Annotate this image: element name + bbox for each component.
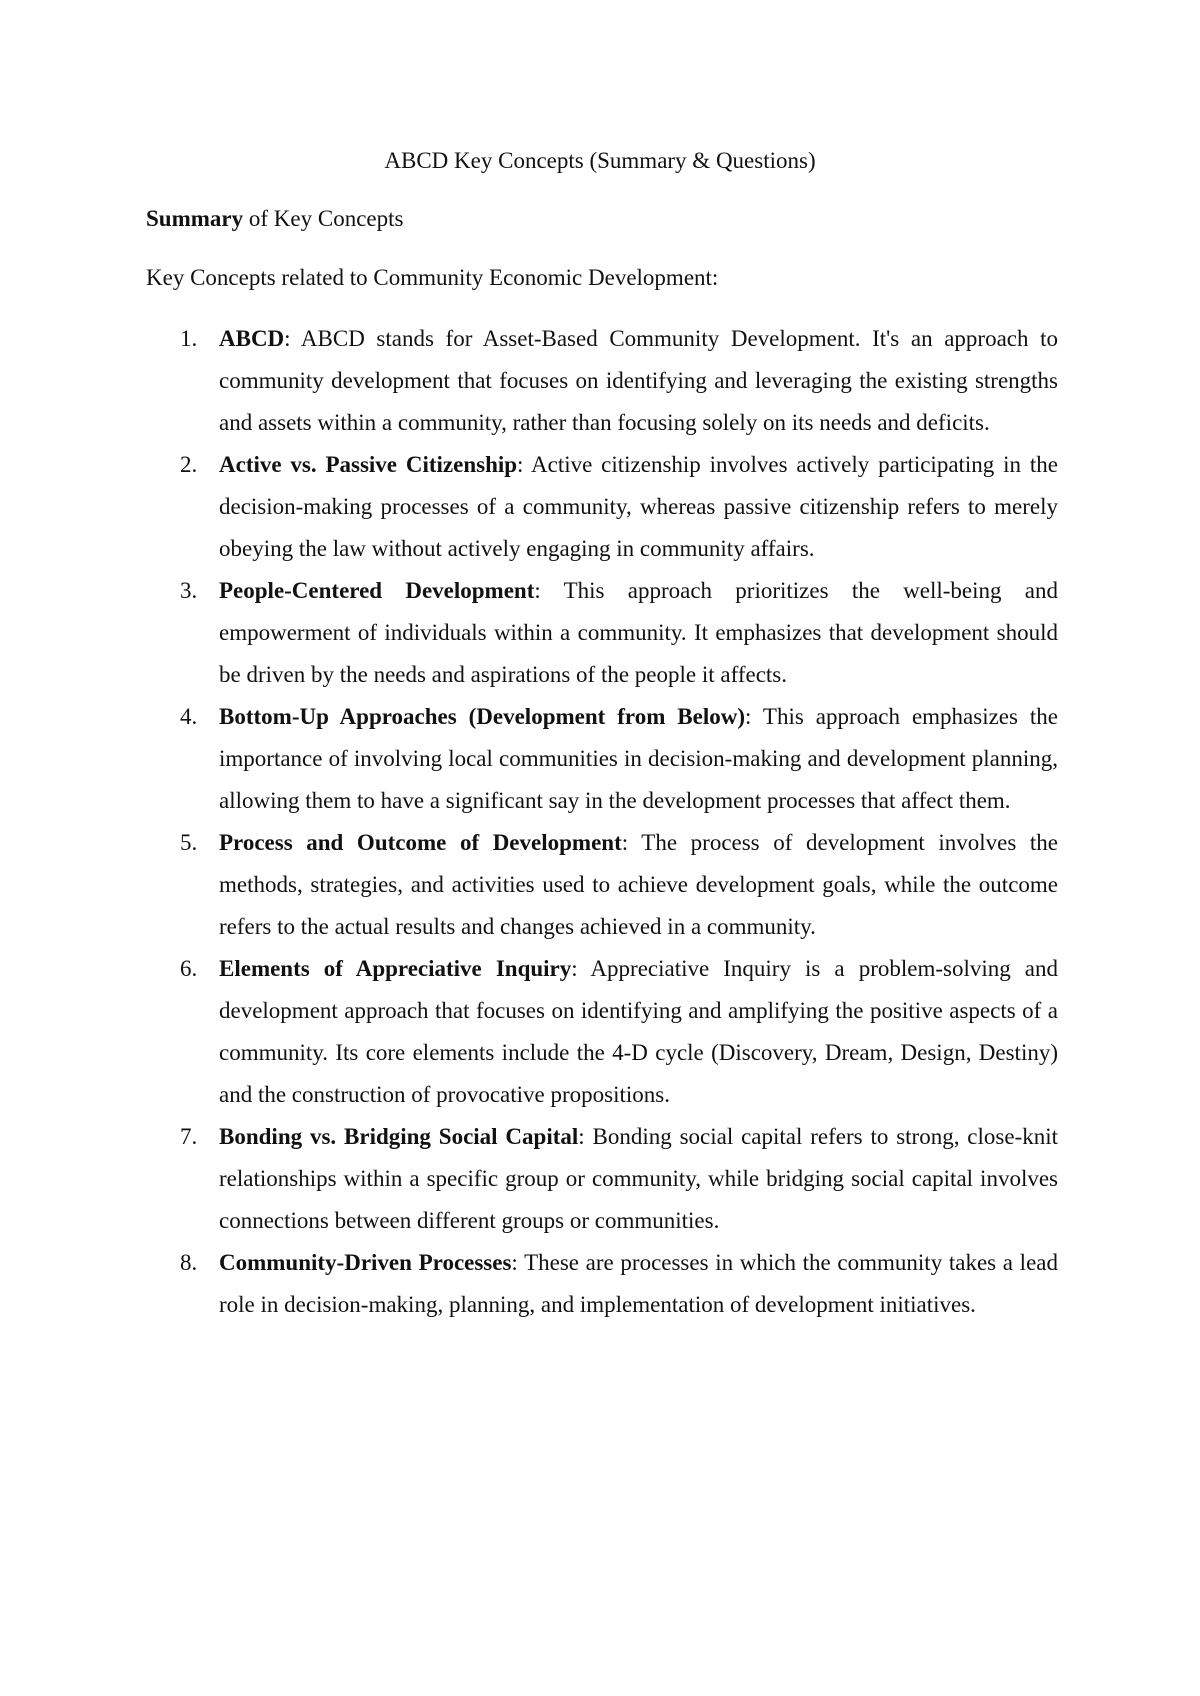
concept-text: : This approach prioritizes the well-being and empowerment of individuals within a community. It emphasizes that development should be driven by the needs and aspirations of the people it affects.	[219, 578, 1059, 687]
concept-term: Elements of Appreciative Inquiry	[219, 956, 572, 981]
concept-term: People-Centered Development	[219, 578, 535, 603]
document-title: ABCD Key Concepts (Summary & Questions)	[384, 148, 816, 173]
concept-term: Community-Driven Processes	[219, 1250, 512, 1275]
concept-text: : ABCD stands for Asset-Based Community Development. It's an approach to community development that focuses on identifying and leveraging the existing strengths and assets within a community, rather than focusing solely on its needs and deficits.	[219, 326, 1058, 435]
concept-term: Active vs. Passive Citizenship	[219, 452, 518, 477]
intro-text: Key Concepts related to Community Economic Development:	[146, 265, 719, 290]
section-heading	[146, 204, 403, 234]
concept-term: Bottom-Up Approaches (Development from Below)	[219, 704, 745, 729]
concept-text: : This approach emphasizes the importance of involving local communities in decision-making and development planning, allowing them to have a significant say in the development processes that affect them.	[219, 704, 1058, 813]
concept-text: : Bonding social capital refers to strong, close-knit relationships within a specific group or community, while bridging social capital involves connections between different groups or communities.	[219, 1124, 1058, 1233]
concept-item	[146, 1242, 1058, 1326]
concept-item	[146, 822, 1058, 948]
concept-list	[146, 318, 1058, 1326]
concept-term: Process and Outcome of Development	[219, 830, 622, 855]
concept-text: : These are processes in which the community takes a lead role in decision-making, planning, and implementation of development initiatives.	[219, 1250, 1058, 1317]
concept-number: 4.	[180, 704, 198, 729]
concept-number: 6.	[180, 956, 198, 981]
concept-item	[146, 1116, 1058, 1242]
concept-text: : Appreciative Inquiry is a problem-solving and development approach that focuses on identifying and amplifying the positive aspects of a community. Its core elements include the 4-D cycle (Discovery, Dream, Design, Destiny) and the construction of provocative propositions.	[219, 956, 1058, 1107]
concept-item	[146, 318, 1058, 444]
concept-item	[146, 696, 1058, 822]
concept-number: 1.	[180, 326, 198, 351]
concept-item	[146, 570, 1058, 696]
concept-number: 5.	[180, 830, 198, 855]
concept-text: : Active citizenship involves actively participating in the decision-making processes of a community, whereas passive citizenship refers to merely obeying the law without actively engaging in community affairs.	[219, 452, 1058, 561]
section-heading-bold: Summary	[146, 206, 244, 231]
concept-item	[146, 948, 1058, 1116]
concept-number: 3.	[180, 578, 198, 603]
concept-term: Bonding vs. Bridging Social Capital	[219, 1124, 579, 1149]
concept-term: ABCD	[219, 326, 285, 351]
concept-item	[146, 444, 1058, 570]
concept-number: 7.	[180, 1124, 198, 1149]
section-heading-rest: of Key Concepts	[243, 206, 404, 231]
concept-number: 2.	[180, 452, 198, 477]
concept-number: 8.	[180, 1250, 198, 1275]
concept-text: : The process of development involves the methods, strategies, and activities used to achieve development goals, while the outcome refers to the actual results and changes achieved in a community.	[219, 830, 1058, 939]
